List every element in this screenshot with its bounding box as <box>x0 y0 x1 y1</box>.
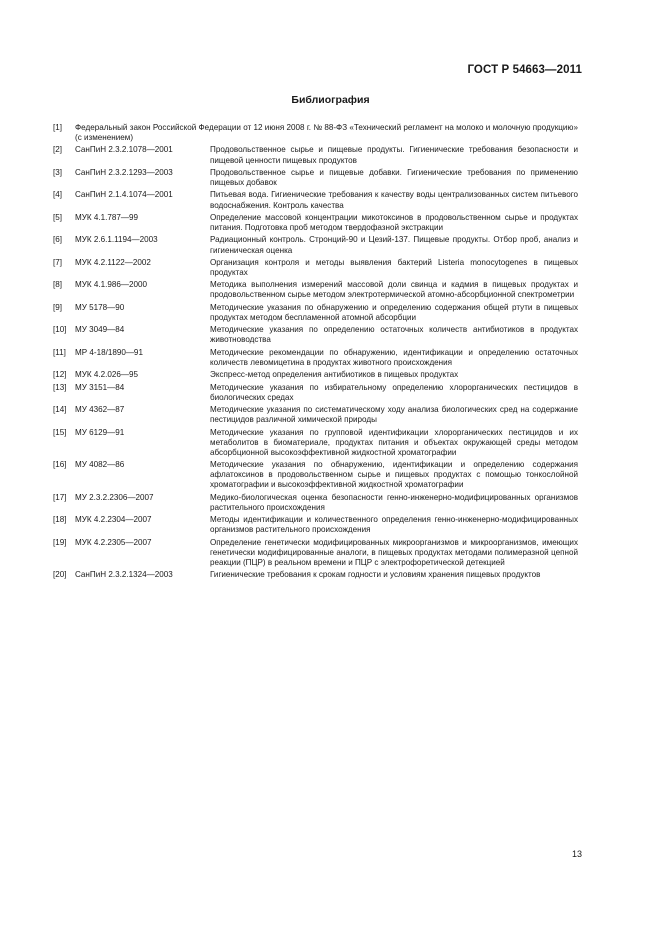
bibliography-entry <box>53 493 578 513</box>
entry-reference: СанПиН 2.3.2.1078—2001 <box>75 145 173 155</box>
entry-reference: МУК 4.2.1122—2002 <box>75 257 151 267</box>
entry-description: Продовольственное сырье и пищевые добавки. Гигиенические требования по применению пищевых добавок <box>210 167 578 188</box>
entry-description: Радиационный контроль. Стронций-90 и Цезий-137. Пищевые продукты. Отбор проб, анализ и гигиеническая оценка <box>210 235 578 255</box>
page-number: 13 <box>571 849 582 859</box>
entry-number: [4] <box>53 190 62 200</box>
bibliography-entry <box>53 303 578 323</box>
bibliography-entry <box>53 383 578 403</box>
bibliography-entry <box>53 280 578 300</box>
entry-number: [1] <box>53 123 62 132</box>
entry-number: [10] <box>53 325 67 335</box>
bibliography-entry <box>53 515 578 535</box>
entry-reference: СанПиН 2.3.2.1324—2003 <box>75 570 173 580</box>
entry-description: Методические рекомендации по обнаружению, идентификации и определению остаточных количеств левомицетина в продуктах животного происхождения <box>210 347 578 367</box>
entry-description: Методы идентификации и количественного определения генно-инженерно-модифицированных организмов растительного происхождения <box>210 515 578 535</box>
section-title: Библиография <box>291 94 370 106</box>
bibliography-entry <box>53 123 578 143</box>
entry-reference: МУ 3049—84 <box>75 325 125 335</box>
entry-description: Методика выполнения измерений массовой доли свинца и кадмия в пищевых продуктах и продовольственном сырье методом электротермической атомно-абсорбционной спектрометрии <box>210 280 578 300</box>
bibliography-entry <box>53 213 578 233</box>
bibliography-entry <box>53 168 578 188</box>
entry-description: Продовольственное сырье и пищевые продукты. Гигиенические требования безопасности и пищевой ценности пищевых продуктов <box>210 145 578 165</box>
entry-number: [13] <box>53 382 67 392</box>
entry-description: Определение генетически модифицированных микроорганизмов и микроорганизмов, имеющих генетически модифицированные аналоги, в пищевых продуктах методами полимеразной цепной реакции (ПЦР) в реальном времени и ПЦР с электрофоретической детекцией <box>210 537 578 567</box>
bibliography-entry <box>53 405 578 425</box>
bibliography-entry <box>53 348 578 368</box>
entry-reference: МУК 4.1.787—99 <box>75 212 138 222</box>
entry-reference: МУ 6129—91 <box>75 427 125 437</box>
entry-number: [18] <box>53 515 67 525</box>
entry-reference: МУК 4.2.026—95 <box>75 370 138 380</box>
entry-number: [6] <box>53 235 62 245</box>
entry-reference: МУК 2.6.1.1194—2003 <box>75 235 158 245</box>
bibliography-entry <box>53 428 578 458</box>
entry-number: [20] <box>53 570 67 580</box>
bibliography-entry <box>53 258 578 278</box>
entry-description: Методические указания по обнаружению и определению содержания общей ртути в пищевых продуктах методом беспламенной атомной абсорбции <box>210 302 578 322</box>
entry-reference: МУК 4.2.2304—2007 <box>75 515 152 525</box>
bibliography-entry <box>53 190 578 210</box>
entry-description: Гигиенические требования к срокам годности и условиям хранения пищевых продуктов <box>210 570 541 580</box>
bibliography-entry <box>53 145 578 165</box>
entry-reference: МР 4-18/1890—91 <box>75 347 143 357</box>
entry-reference: МУ 3151—84 <box>75 382 125 392</box>
entry-number: [3] <box>53 167 62 177</box>
document-code: ГОСТ Р 54663—2011 <box>467 64 582 76</box>
entry-description: Методические указания по обнаружению, идентификации и определению содержания афлатоксинов в продовольственном сырье и пищевых продуктах с помощью тонкослойной хроматографии и высокоэффективной жидкостной хроматографии <box>210 460 578 490</box>
entry-number: [19] <box>53 537 67 547</box>
entry-number: [2] <box>53 145 62 155</box>
entry-description: Федеральный закон Российской Федерации от 12 июня 2008 г. № 88-ФЗ «Технический регламент на молоко и молочную продукцию» (с изменением) <box>75 123 578 143</box>
entry-number: [17] <box>53 492 67 502</box>
entry-description: Экспресс-метод определения антибиотиков в пищевых продуктах <box>210 370 459 380</box>
entry-reference: МУ 4082—86 <box>75 460 125 470</box>
entry-reference: СанПиН 2.3.2.1293—2003 <box>75 167 173 177</box>
entry-description: Организация контроля и методы выявления бактерий Listeria monocytogenes в пищевых продуктах <box>210 257 578 277</box>
entry-reference: МУК 4.1.986—2000 <box>75 280 147 290</box>
entry-description: Питьевая вода. Гигиенические требования к качеству воды централизованных систем питьевого водоснабжения. Контроль качества <box>210 190 578 210</box>
bibliography-list <box>53 123 578 583</box>
bibliography-entry <box>53 460 578 490</box>
entry-number: [9] <box>53 302 62 312</box>
bibliography-entry <box>53 325 578 345</box>
entry-reference: МУ 4362—87 <box>75 405 125 415</box>
entry-number: [16] <box>53 460 67 470</box>
entry-description: Методические указания по избирательному определению хлорорганических пестицидов в биологических средах <box>210 382 578 402</box>
entry-description: Медико-биологическая оценка безопасности генно-инженерно-модифицированных организмов растительного происхождения <box>210 492 578 512</box>
entry-description: Методические указания по групповой идентификации хлорорганических пестицидов и их метаболитов в биоматериале, продуктах питания и объектах окружающей среды методом абсорбционной высокоэффективной жидкостной хроматографии <box>210 427 578 457</box>
entry-number: [8] <box>53 280 62 290</box>
bibliography-entry <box>53 538 578 568</box>
bibliography-entry <box>53 235 578 255</box>
entry-number: [15] <box>53 427 67 437</box>
entry-number: [12] <box>53 370 67 380</box>
entry-reference: МУ 5178—90 <box>75 302 125 312</box>
bibliography-entry <box>53 370 578 380</box>
entry-description: Методические указания по систематическому ходу анализа биологических сред на содержание пестицидов различной химической природы <box>210 405 578 425</box>
bibliography-entry <box>53 570 578 580</box>
entry-reference: СанПиН 2.1.4.1074—2001 <box>75 190 173 200</box>
entry-number: [11] <box>53 347 66 357</box>
entry-description: Определение массовой концентрации микотоксинов в продовольственном сырье и продуктах питания. Подготовка проб методом твердофазной экстракции <box>210 212 578 233</box>
entry-reference: МУК 4.2.2305—2007 <box>75 537 152 547</box>
entry-number: [7] <box>53 257 62 267</box>
entry-number: [14] <box>53 405 67 415</box>
entry-number: [5] <box>53 212 62 222</box>
entry-reference: МУ 2.3.2.2306—2007 <box>75 492 154 502</box>
entry-description: Методические указания по определению остаточных количеств антибиотиков в продуктах животноводства <box>210 325 578 345</box>
